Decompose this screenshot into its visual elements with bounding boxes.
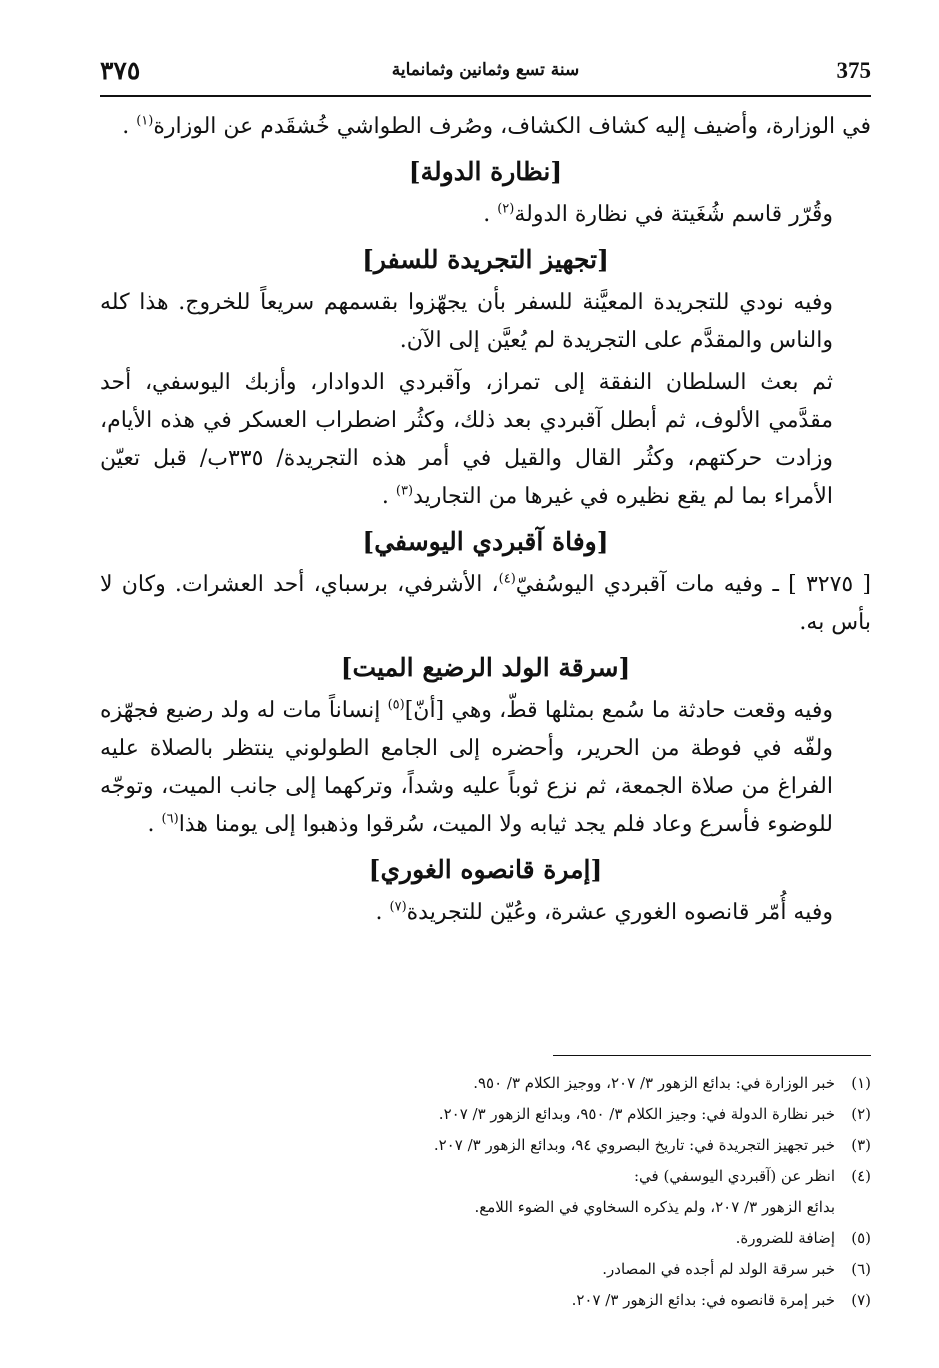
running-title: سنة تسع وثمانين وثمانماية xyxy=(391,60,580,80)
page-header xyxy=(100,58,871,88)
section-heading: [وفاة آقبردي اليوسفي] xyxy=(362,527,609,556)
paragraph: وفيه نودي للتجريدة المعيَّنة للسفر بأن يجهّزوا بقسمهم سريعاً للخروج. هذا كله والناس والمقدَّم على التجريدة لم يُعيَّن إلى الآن. xyxy=(100,290,833,353)
footnote: (٤)انظر عن (آقبردي اليوسفي) في: xyxy=(633,1167,871,1185)
note-ref: (٣) xyxy=(395,483,414,499)
section-heading: [تجهيز التجريدة للسفر] xyxy=(362,245,609,274)
note-ref: (٦) xyxy=(161,811,179,827)
note-ref: (٧) xyxy=(389,899,407,915)
page-number-latin: 375 xyxy=(836,58,871,83)
footnote: (١)خبر الوزارة في: بدائع الزهور ٣/ ٢٠٧، ووجيز الكلام ٣/ ٩٥٠. xyxy=(473,1074,871,1092)
footnote: (٧)خبر إمرة قانصوه في: بدائع الزهور ٣/ ٢٠٧. xyxy=(571,1291,871,1309)
footnote-rule xyxy=(553,1055,871,1056)
note-ref: (٥) xyxy=(387,697,405,713)
note-ref: (١) xyxy=(136,113,154,129)
paragraph: [ ٣٢٧٥ ] ـ وفيه مات آقبردي اليوسُفيّ$^{(٤)}$، الأشرفي، برسباي، أحد العشرات. وكان لا بأس به. xyxy=(100,571,871,635)
footnote: (٣)خبر تجهيز التجريدة في: تاريخ البصروي ٩٤، وبدائع الزهور ٣/ ٢٠٧. xyxy=(433,1136,871,1154)
note-ref: (٤) xyxy=(498,571,516,587)
section-heading: [سرقة الولد الرضيع الميت] xyxy=(340,653,631,682)
footnote: (٦)خبر سرقة الولد لم أجده في المصادر. xyxy=(602,1260,871,1278)
footnote: (٥)إضافة للضرورة. xyxy=(735,1229,871,1247)
footnote-continuation: بدائع الزهور ٣/ ٢٠٧، ولم يذكره السخاوي في الضوء اللامع. xyxy=(474,1198,835,1216)
section-heading: [نظارة الدولة] xyxy=(408,157,563,186)
paragraph: ثم بعث السلطان النفقة إلى تمراز، وآقبردي الدوادار، وأزبك اليوسفي، أحد مقدَّمي الألوف، ثم أبطل آقبردي بعد ذلك، وكثُر اضطراب العسكر في هذه الأيام، وزادت حركتهم، وكثُر القال والقيل في أمر هذه التجريدة/ ٣٣٥ب/ قبل تعيّن الأمراء بما لم يقع نظيره في غيرها من التجاريد$^{(٣)}$ . xyxy=(100,370,833,509)
paragraph: وقُرّر قاسم شُغَيتة في نظارة الدولة$^{(٢)}$ . xyxy=(483,201,833,227)
paragraph: وفيه وقعت حادثة ما سُمع بمثلها قطّ، وهي [أنّ]$^{(٥)}$ إنساناً مات له ولد رضيع فجهّزه ولفّه في فوطة من الحرير، وأحضره إلى الجامع الطولوني ينتظر بالصلاة عليه الفراغ من صلاة الجمعة، ثم نزع ثوباً عليه وشداً، وتركهما إلى جانب الميت، وتوجّه للوضوء فأسرع وعاد فلم يجد ثيابه ولا الميت، سُرقوا وذهبوا إلى يومنا هذا$^{(٦)}$ . xyxy=(100,697,833,837)
main-text xyxy=(100,108,871,932)
section-heading: [إمرة قانصوه الغوري] xyxy=(368,855,603,884)
footnotes xyxy=(100,1068,871,1316)
footnote: (٢)خبر نظارة الدولة في: وجيز الكلام ٣/ ٩٥٠، وبدائع الزهور ٣/ ٢٠٧. xyxy=(438,1105,871,1123)
paragraph: وفيه أُمّر قانصوه الغوري عشرة، وعُيّن للتجريدة$^{(٧)}$ . xyxy=(375,899,833,925)
header-rule xyxy=(100,95,871,97)
note-ref: (٢) xyxy=(497,201,515,217)
page-number-arabic: ٣٧٥ xyxy=(100,56,141,85)
intro-paragraph: في الوزارة، وأضيف إليه كشاف الكشاف، وصُرف الطواشي خُشقَدم عن الوزارة$^{(١)}$ . xyxy=(122,113,871,139)
